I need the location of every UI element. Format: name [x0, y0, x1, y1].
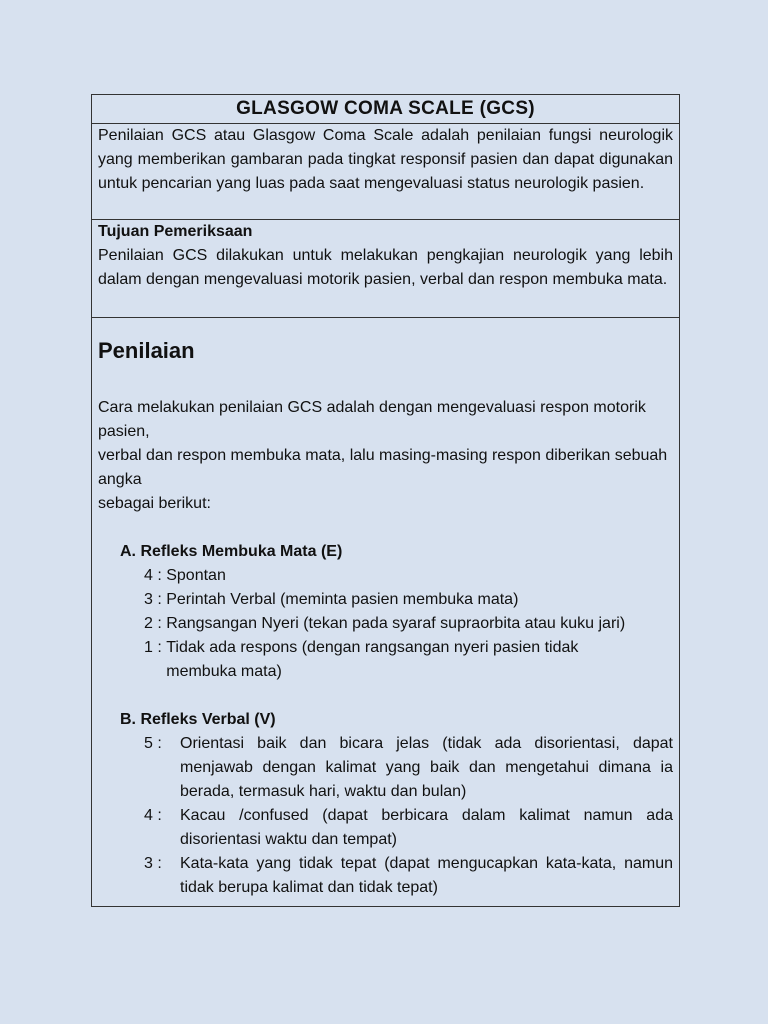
score-description: Orientasi baik dan bicara jelas (tidak ada disorientasi, dapat menjawab dengan kalimat yang baik dan mengetahui dimana ia berada, termasuk hari, waktu dan bulan) [180, 735, 673, 800]
score-description: Kacau /confused (dapat berbicara dalam kalimat namun ada disorientasi waktu dan tempat) [180, 807, 673, 848]
score-number: 3 : [144, 855, 162, 872]
eye-item [144, 636, 673, 684]
eye-reflex-heading: A. Refleks Membuka Mata (E) [120, 543, 343, 560]
score-description: Kata-kata yang tidak tepat (dapat mengucapkan kata-kata, namun tidak berupa kalimat dan tidak tepat) [180, 855, 673, 896]
tujuan-row [92, 220, 679, 318]
penilaian-line: verbal dan respon membuka mata, lalu masing-masing respon diberikan sebuah angka [98, 447, 668, 488]
eye-item [144, 564, 673, 588]
eye-item [144, 612, 673, 636]
score-number: 5 : [144, 735, 162, 752]
title-row [92, 95, 679, 124]
score-number: 2 : [144, 615, 167, 632]
verbal-item [144, 732, 673, 804]
verbal-item [144, 852, 673, 900]
penilaian-line: Cara melakukan penilaian GCS adalah dengan mengevaluasi respon motorik pasien, [98, 399, 646, 440]
tujuan-paragraph: Penilaian GCS dilakukan untuk melakukan pengkajian neurologik yang lebih dalam dengan mengevaluasi motorik pasien, verbal dan respon membuka mata. [98, 247, 673, 288]
tujuan-heading: Tujuan Pemeriksaan [98, 223, 253, 240]
score-number: 1 : [144, 639, 167, 656]
penilaian-line: sebagai berikut: [98, 495, 211, 512]
score-description: Spontan [166, 567, 226, 584]
score-description: Tidak ada respons (dengan rangsangan nyeri pasien tidak membuka mata) [166, 639, 579, 680]
score-number: 4 : [144, 807, 162, 824]
eye-item [144, 588, 673, 612]
intro-paragraph: Penilaian GCS atau Glasgow Coma Scale adalah penilaian fungsi neurologik yang memberikan gambaran pada tingkat responsif pasien dan dapat digunakan untuk pencarian yang luas pada saat mengevaluasi status neurologik pasien. [98, 127, 673, 192]
score-number: 3 : [144, 591, 167, 608]
gcs-table [91, 94, 680, 907]
score-number: 4 : [144, 567, 167, 584]
penilaian-heading: Penilaian [98, 338, 195, 363]
penilaian-row [92, 318, 679, 906]
verbal-reflex-heading: B. Refleks Verbal (V) [120, 711, 276, 728]
score-description: Perintah Verbal (meminta pasien membuka mata) [166, 591, 519, 608]
score-description: Rangsangan Nyeri (tekan pada syaraf supraorbita atau kuku jari) [166, 615, 626, 632]
verbal-item [144, 804, 673, 852]
document-title: GLASGOW COMA SCALE (GCS) [236, 98, 535, 119]
intro-row [92, 124, 679, 220]
